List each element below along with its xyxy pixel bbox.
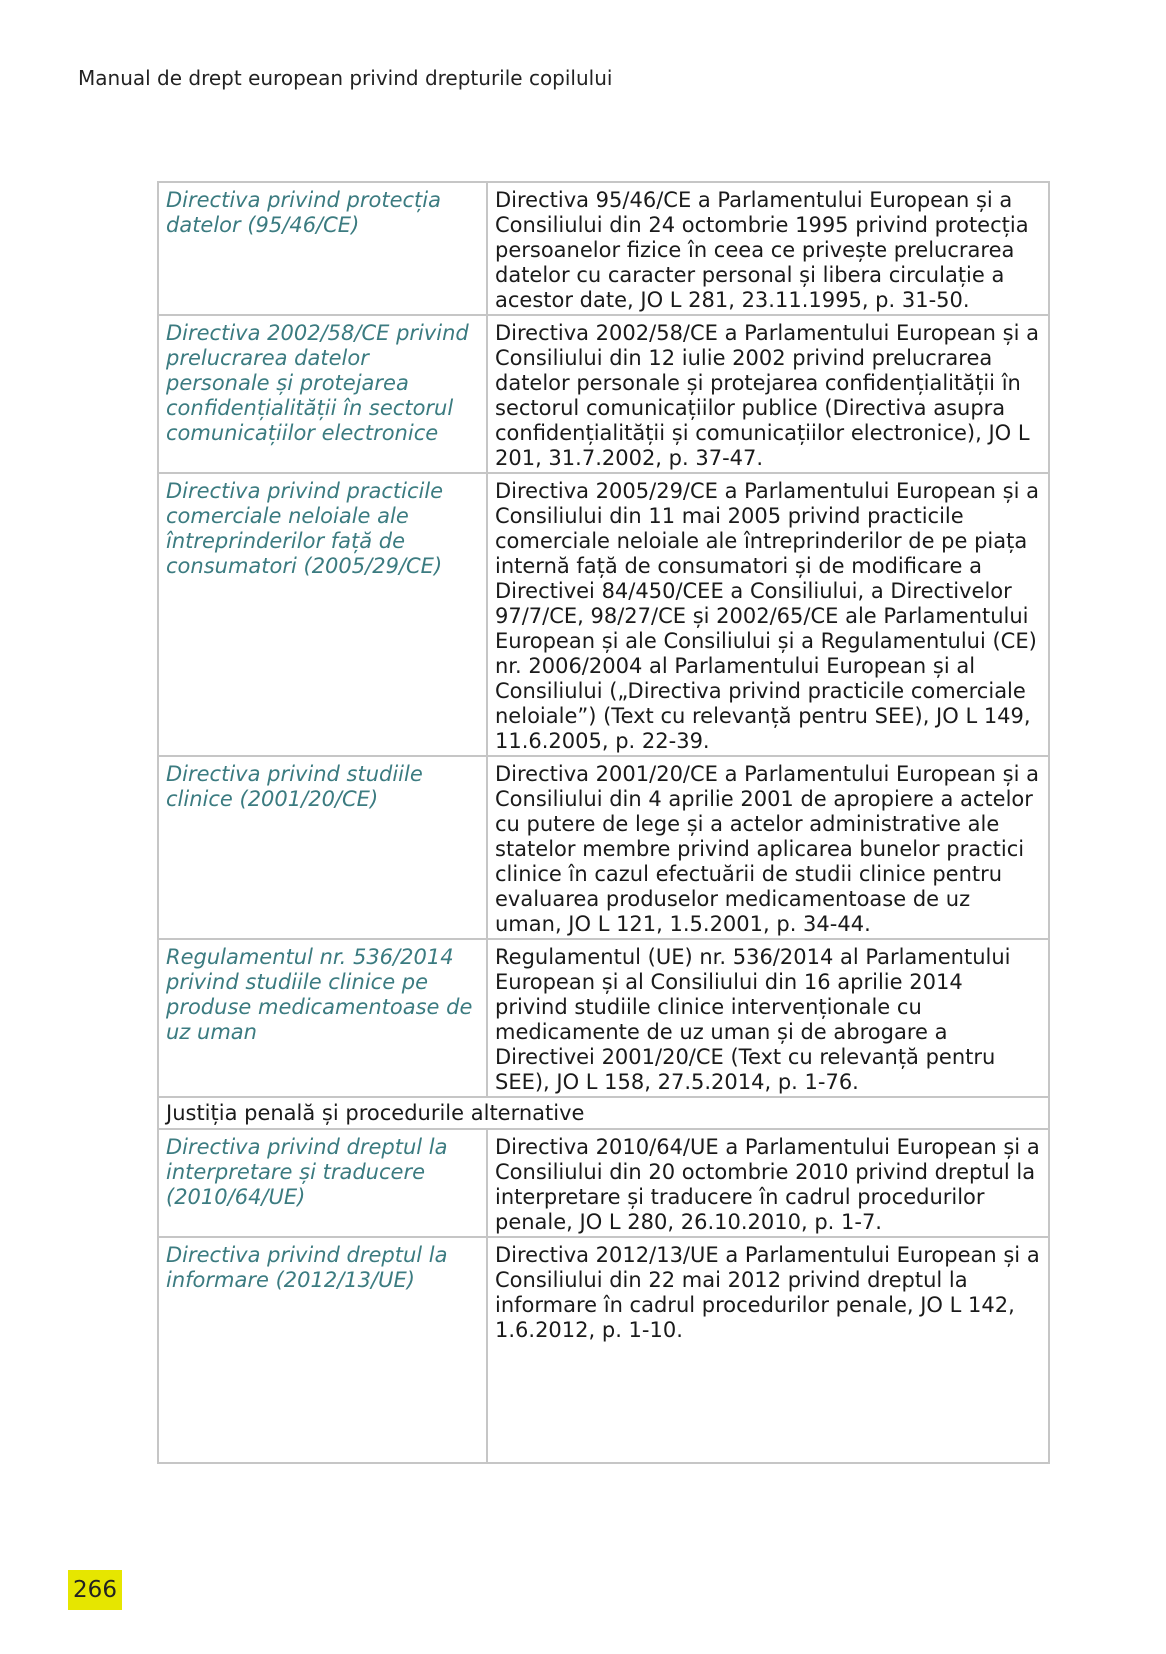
full-reference-cell: Directiva 2010/64/UE a Parlamentului European și a Consiliului din 20 octombrie 2010 privind dreptul la interpretare și traducere în cadrul procedurilor penale, JO L 280, 26.10.2010, p. 1-7.	[487, 1129, 1049, 1237]
full-reference-cell: Directiva 2005/29/CE a Parlamentului European și a Consiliului din 11 mai 2005 privind practicile comerciale neloiale ale întreprinderilor de pe piața internă față de consumatori și de modificare a Directivei 84/450/CEE a Consiliului, a Directivelor 97/7/CE, 98/27/CE și 2002/65/CE ale Parlamentului European și ale Consiliului și a Regulamentului (CE) nr. 2006/2004 al Parlamentului European și al Consiliului („Directiva privind practicile comerciale neloiale”) (Text cu relevanță pentru SEE), JO L 149, 11.6.2005, p. 22-39.	[487, 473, 1049, 756]
table-row	[158, 1129, 1049, 1237]
short-name-cell: Regulamentul nr. 536/2014 privind studiile clinice pe produse medicamentoase de uz uman	[158, 939, 487, 1097]
short-name-cell: Directiva privind dreptul la interpretare și traducere (2010/64/UE)	[158, 1129, 487, 1237]
short-name-cell: Directiva privind practicile comerciale neloiale ale întreprinderilor față de consumatori (2005/29/CE)	[158, 473, 487, 756]
table-row	[158, 756, 1049, 939]
table-row	[158, 1237, 1049, 1463]
legislation-table	[157, 181, 1050, 1464]
table-row	[158, 315, 1049, 473]
section-heading: Justiția penală și procedurile alternative	[158, 1097, 1049, 1129]
short-name-cell: Directiva privind studiile clinice (2001/20/CE)	[158, 756, 487, 939]
full-reference-cell: Directiva 95/46/CE a Parlamentului European și a Consiliului din 24 octombrie 1995 privind protecția persoanelor fizice în ceea ce privește prelucrarea datelor cu caracter personal și libera circulație a acestor date, JO L 281, 23.11.1995, p. 31-50.	[487, 182, 1049, 315]
full-reference-cell: Directiva 2002/58/CE a Parlamentului European și a Consiliului din 12 iulie 2002 privind prelucrarea datelor personale și protejarea confidențialității în sectorul comunicațiilor publice (Directiva asupra confidențialității și comunicațiilor electronice), JO L 201, 31.7.2002, p. 37-47.	[487, 315, 1049, 473]
table-row	[158, 473, 1049, 756]
table-row	[158, 939, 1049, 1097]
page-number: 266	[68, 1570, 122, 1610]
full-reference-cell: Directiva 2012/13/UE a Parlamentului European și a Consiliului din 22 mai 2012 privind dreptul la informare în cadrul procedurilor penale, JO L 142, 1.6.2012, p. 1-10.	[487, 1237, 1049, 1463]
running-header-title: Manual de drept european privind drepturile copilului	[78, 66, 613, 90]
full-reference-cell: Regulamentul (UE) nr. 536/2014 al Parlamentului European și al Consiliului din 16 aprilie 2014 privind studiile clinice intervenționale cu medicamente de uz uman și de abrogare a Directivei 2001/20/CE (Text cu relevanță pentru SEE), JO L 158, 27.5.2014, p. 1-76.	[487, 939, 1049, 1097]
table-row	[158, 182, 1049, 315]
short-name-cell: Directiva privind dreptul la informare (2012/13/UE)	[158, 1237, 487, 1463]
section-heading-row	[158, 1097, 1049, 1129]
short-name-cell: Directiva privind protecția datelor (95/46/CE)	[158, 182, 487, 315]
short-name-cell: Directiva 2002/58/CE privind prelucrarea datelor personale și protejarea confidențialității în sectorul comunicațiilor electronice	[158, 315, 487, 473]
full-reference-cell: Directiva 2001/20/CE a Parlamentului European și a Consiliului din 4 aprilie 2001 de apropiere a actelor cu putere de lege și a actelor administrative ale statelor membre privind aplicarea bunelor practici clinice în cazul efectuării de studii clinice pentru evaluarea produselor medicamentoase de uz uman, JO L 121, 1.5.2001, p. 34-44.	[487, 756, 1049, 939]
